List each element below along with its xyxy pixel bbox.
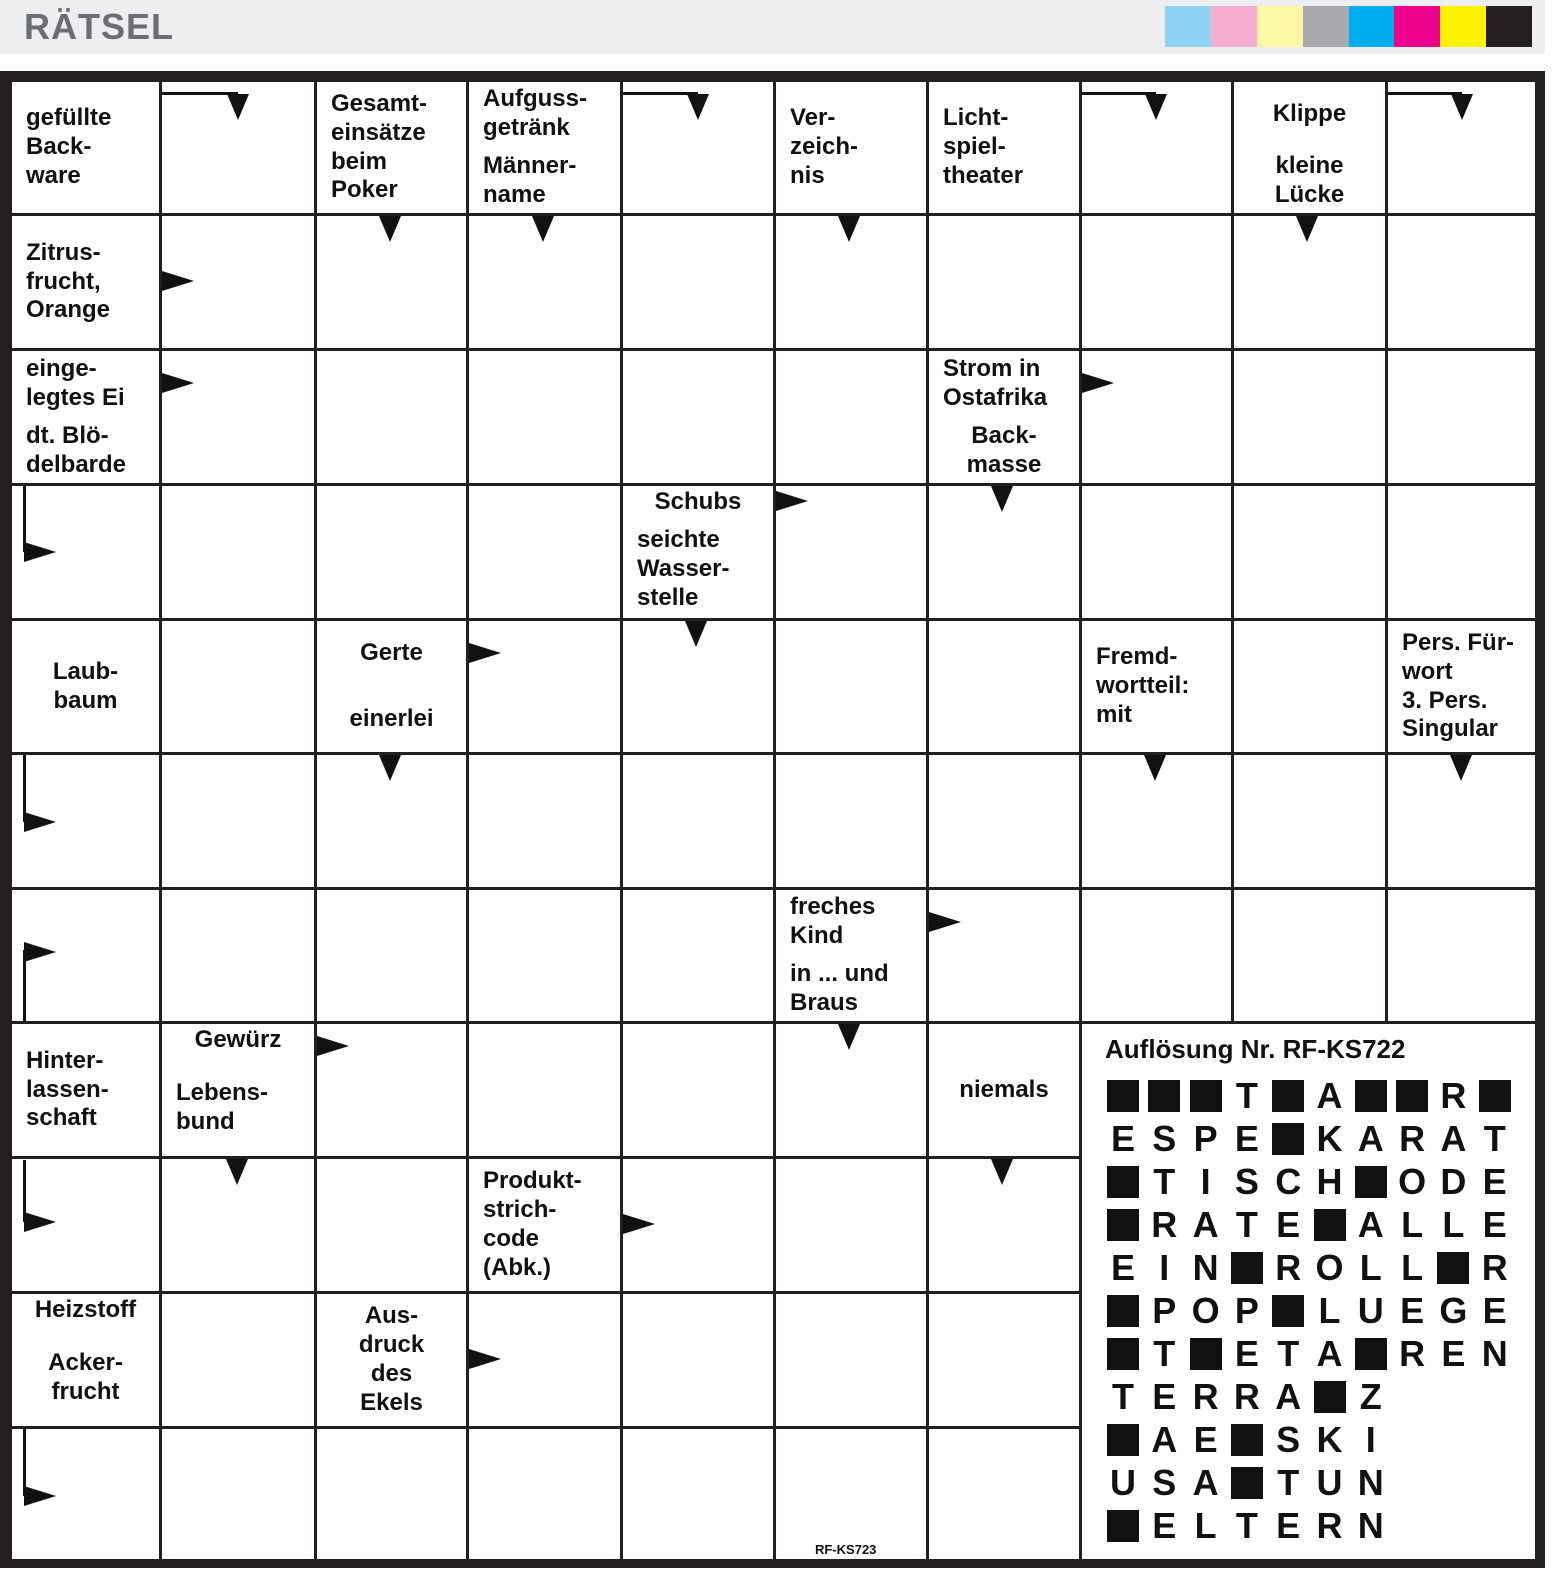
solution-letter: E: [1234, 1118, 1259, 1159]
clue-cell: Gesamt- einsätze beim Poker: [317, 82, 466, 213]
grid-cell[interactable]: [929, 890, 1079, 1021]
solution-letter: T: [1153, 1333, 1176, 1374]
clue-cell: Ver- zeich- nis: [776, 82, 926, 213]
grid-cell[interactable]: [929, 621, 1079, 752]
arrow-right-icon: [162, 373, 194, 393]
solution-title: Auflösung Nr. RF-KS722: [1105, 1034, 1406, 1064]
solution-block: [1107, 1166, 1139, 1198]
solution-letter: E: [1193, 1419, 1218, 1460]
solution-letter: E: [1110, 1118, 1135, 1159]
solution-letter: U: [1110, 1462, 1136, 1503]
solution-letter: L: [1401, 1247, 1424, 1288]
solution-letter: E: [1234, 1333, 1259, 1374]
grid-cell[interactable]: [623, 1294, 773, 1426]
color-swatch: [1257, 6, 1303, 47]
solution-letter: I: [1159, 1247, 1170, 1288]
arrow-down-icon: [838, 216, 860, 242]
arrow-down-icon: [991, 486, 1013, 512]
solution-block: [1272, 1080, 1304, 1112]
grid-cell[interactable]: [1082, 890, 1231, 1021]
grid-cell[interactable]: [1082, 486, 1231, 618]
grid-cell[interactable]: [162, 351, 314, 483]
grid-cell[interactable]: [469, 1024, 620, 1156]
solution-letter: T: [1235, 1505, 1258, 1546]
arrow-right-icon: [1082, 373, 1114, 393]
grid-cell[interactable]: [776, 755, 926, 887]
solution-letter: A: [1192, 1462, 1219, 1503]
solution-letter: P: [1234, 1290, 1259, 1331]
solution-block: [1190, 1338, 1222, 1370]
solution-letter: L: [1318, 1290, 1341, 1331]
clue-cell: niemals: [929, 1024, 1079, 1156]
solution-letter: E: [1400, 1290, 1425, 1331]
clue-cell: Klippe: [1234, 82, 1385, 146]
clue-cell: Acker- frucht: [12, 1329, 159, 1426]
solution-letter: A: [1151, 1419, 1178, 1460]
print-color-bar: [1165, 6, 1532, 47]
solution-letter: L: [1401, 1204, 1424, 1245]
solution-letter: T: [1153, 1161, 1176, 1202]
solution-block: [1437, 1252, 1469, 1284]
clue-cell: Männer- name: [469, 148, 620, 213]
grid-cell[interactable]: [1082, 351, 1231, 483]
clue-cell: Strom in Ostafrika: [929, 351, 1079, 416]
grid-cell[interactable]: [1388, 216, 1535, 348]
arrow-right-icon: [317, 1036, 349, 1056]
color-swatch: [1303, 6, 1349, 47]
arrow-down-icon: [685, 621, 707, 647]
puzzle-code: RF-KS723: [815, 1542, 877, 1557]
solution-letter: S: [1276, 1419, 1301, 1460]
solution-letter: E: [1152, 1376, 1177, 1417]
solution-letter: D: [1440, 1161, 1467, 1202]
grid-cell[interactable]: [317, 486, 466, 618]
solution-block: [1107, 1424, 1139, 1456]
grid-cell[interactable]: [776, 621, 926, 752]
solution-block: [1231, 1424, 1263, 1456]
grid-cell[interactable]: [1234, 890, 1385, 1021]
clue-cell: Zitrus- frucht, Orange: [12, 216, 159, 348]
solution-letter: A: [1316, 1333, 1343, 1374]
arrow-down-icon: [532, 216, 554, 242]
solution-letter: U: [1357, 1290, 1384, 1331]
solution-letter: N: [1192, 1247, 1219, 1288]
arrow-down-icon: [1451, 94, 1473, 120]
solution-block: [1107, 1295, 1139, 1327]
grid-cell[interactable]: [162, 621, 314, 752]
grid-cell[interactable]: [776, 351, 926, 483]
solution-block: [1190, 1080, 1222, 1112]
solution-letter: L: [1194, 1505, 1217, 1546]
color-swatch: [1440, 6, 1486, 47]
grid-cell[interactable]: [929, 755, 1079, 887]
solution-letter: R: [1440, 1075, 1467, 1116]
grid-cell[interactable]: [776, 1429, 926, 1559]
solution-block: [1479, 1080, 1511, 1112]
grid-cell[interactable]: [1388, 351, 1535, 483]
solution-block: [1314, 1209, 1346, 1241]
solution-block: [1107, 1209, 1139, 1241]
color-swatch: [1349, 6, 1395, 47]
arrow-down-icon: [1450, 755, 1472, 781]
grid-cell[interactable]: [162, 1429, 314, 1559]
grid-cell[interactable]: [469, 621, 620, 752]
grid-cell[interactable]: [317, 1159, 466, 1291]
solution-letter: R: [1316, 1505, 1343, 1546]
color-swatch: [1165, 6, 1211, 47]
solution-letter: N: [1481, 1333, 1508, 1374]
arrow-down-icon: [226, 1159, 248, 1185]
arrow-right-icon: [24, 942, 56, 962]
solution-letter: T: [1483, 1118, 1506, 1159]
grid-cell[interactable]: [623, 1024, 773, 1156]
solution-letter: I: [1365, 1419, 1376, 1460]
solution-letter: O: [1191, 1290, 1220, 1331]
solution-block: [1355, 1338, 1387, 1370]
arrow-down-icon: [379, 216, 401, 242]
solution-letter: S: [1152, 1118, 1177, 1159]
solution-letter: L: [1442, 1204, 1465, 1245]
arrow-right-icon: [24, 1486, 56, 1506]
solution-letter: E: [1441, 1333, 1466, 1374]
solution-letter: E: [1276, 1505, 1301, 1546]
clue-cell: Gerte: [317, 621, 466, 685]
solution-block: [1231, 1467, 1263, 1499]
color-swatch: [1394, 6, 1440, 47]
arrow-down-icon: [227, 94, 249, 120]
arrow-down-icon: [991, 1159, 1013, 1185]
solution-letter: O: [1398, 1161, 1427, 1202]
solution-letter: P: [1193, 1118, 1218, 1159]
grid-cell[interactable]: [1234, 755, 1385, 887]
arrow-down-icon: [838, 1024, 860, 1050]
clue-cell: Pers. Für- wort 3. Pers. Singular: [1388, 621, 1535, 752]
solution-letter: E: [1152, 1505, 1177, 1546]
solution-letter: K: [1316, 1118, 1343, 1159]
solution-letter: N: [1357, 1505, 1384, 1546]
clue-cell: Produkt- strich- code (Abk.): [469, 1159, 620, 1291]
arrow-right-icon: [162, 271, 194, 291]
clue-cell: Fremd- wortteil: mit: [1082, 621, 1231, 752]
grid-cell[interactable]: [1388, 486, 1535, 618]
arrow-down-icon: [1144, 755, 1166, 781]
grid-cell[interactable]: [1234, 486, 1385, 618]
grid-cell[interactable]: [469, 486, 620, 618]
grid-cell[interactable]: [469, 351, 620, 483]
solution-letter: L: [1359, 1247, 1382, 1288]
grid-cell[interactable]: [929, 1429, 1079, 1559]
solution-block: [1231, 1252, 1263, 1284]
header-bar: [0, 0, 1545, 54]
grid-cell[interactable]: [1234, 621, 1385, 752]
clue-cell: einge- legtes Ei: [12, 351, 159, 416]
solution-letter: T: [1277, 1462, 1300, 1503]
clue-cell: dt. Blö- delbarde: [12, 418, 159, 483]
solution-letter: R: [1233, 1376, 1260, 1417]
solution-letter: A: [1275, 1376, 1302, 1417]
arrow-right-icon: [24, 542, 56, 562]
solution-letter: I: [1200, 1161, 1211, 1202]
grid-cell[interactable]: [623, 755, 773, 887]
solution-letter: E: [1482, 1161, 1507, 1202]
solution-letter: T: [1235, 1204, 1258, 1245]
grid-cell[interactable]: [623, 351, 773, 483]
solution-letter: G: [1439, 1290, 1468, 1331]
grid-cell[interactable]: [776, 1159, 926, 1291]
solution-letter: A: [1357, 1118, 1384, 1159]
solution-letter: A: [1316, 1075, 1343, 1116]
color-swatch: [1211, 6, 1257, 47]
grid-cell[interactable]: [776, 1294, 926, 1426]
color-swatch: [1486, 6, 1532, 47]
grid-cell[interactable]: [1082, 216, 1231, 348]
solution-letter: H: [1316, 1161, 1343, 1202]
solution-letter: T: [1277, 1333, 1300, 1374]
arrow-down-icon: [379, 755, 401, 781]
grid-cell[interactable]: [929, 216, 1079, 348]
clue-cell: Schubs: [623, 486, 773, 518]
solution-letter: E: [1482, 1290, 1507, 1331]
solution-letter: S: [1152, 1462, 1177, 1503]
solution-letter: R: [1481, 1247, 1508, 1288]
clue-cell: Aufguss- getränk: [469, 82, 620, 146]
solution-letter: C: [1275, 1161, 1302, 1202]
solution-block: [1107, 1080, 1139, 1112]
arrow-right-icon: [469, 1349, 501, 1369]
solution-letter: S: [1234, 1161, 1259, 1202]
clue-cell: kleine Lücke: [1234, 148, 1385, 213]
clue-cell: in ... und Braus: [776, 956, 926, 1021]
solution-letter: R: [1399, 1118, 1426, 1159]
solution-block: [1272, 1295, 1304, 1327]
grid-cell[interactable]: [929, 1294, 1079, 1426]
solution-letter: A: [1192, 1204, 1219, 1245]
grid-cell[interactable]: [162, 486, 314, 618]
grid-cell[interactable]: [162, 755, 314, 887]
solution-letter: E: [1276, 1204, 1301, 1245]
solution-block: [1148, 1080, 1180, 1112]
clue-cell: seichte Wasser- stelle: [623, 521, 773, 618]
clue-cell: Laub- baum: [12, 621, 159, 752]
grid-cell[interactable]: [469, 890, 620, 1021]
clue-cell: Lebens- bund: [162, 1059, 314, 1156]
page-title: RÄTSEL: [24, 6, 174, 47]
grid-cell[interactable]: [317, 1429, 466, 1559]
solution-letter: T: [1112, 1376, 1134, 1417]
solution-block: [1396, 1080, 1428, 1112]
solution-letter: T: [1235, 1075, 1258, 1116]
solution-block: [1107, 1338, 1139, 1370]
solution-letter: R: [1192, 1376, 1219, 1417]
clue-cell: Heizstoff: [12, 1294, 159, 1326]
grid-cell[interactable]: [469, 755, 620, 887]
solution-letter: E: [1110, 1247, 1135, 1288]
grid-cell[interactable]: [162, 890, 314, 1021]
grid-cell[interactable]: [1234, 351, 1385, 483]
solution-letter: A: [1440, 1118, 1467, 1159]
grid-cell[interactable]: [469, 1429, 620, 1559]
arrow-right-icon: [24, 1212, 56, 1232]
solution-letter: N: [1357, 1462, 1384, 1503]
solution-letter: O: [1315, 1247, 1344, 1288]
clue-cell: Back- masse: [929, 418, 1079, 483]
grid-cell[interactable]: [623, 890, 773, 1021]
solution-letter: P: [1152, 1290, 1177, 1331]
arrow-down-icon: [1145, 94, 1167, 120]
grid-cell[interactable]: [623, 1429, 773, 1559]
solution-letter: Z: [1359, 1376, 1382, 1417]
clue-cell: Licht- spiel- theater: [929, 82, 1079, 213]
solution-block: [1355, 1166, 1387, 1198]
clue-cell: gefüllte Back- ware: [12, 82, 159, 213]
solution-letter: R: [1399, 1333, 1426, 1374]
arrow-right-icon: [776, 491, 808, 511]
solution-letter: R: [1151, 1204, 1178, 1245]
solution-block: [1314, 1381, 1346, 1413]
arrow-right-icon: [929, 912, 961, 932]
grid-cell[interactable]: [317, 351, 466, 483]
grid-cell[interactable]: [1388, 890, 1535, 1021]
arrow-right-icon: [469, 643, 501, 663]
grid-cell[interactable]: [162, 1294, 314, 1426]
arrow-right-icon: [24, 812, 56, 832]
solution-letter: K: [1316, 1419, 1343, 1460]
solution-letter: R: [1275, 1247, 1302, 1288]
solution-letter: A: [1357, 1204, 1384, 1245]
solution-block: [1272, 1123, 1304, 1155]
solution-letter: E: [1482, 1204, 1507, 1245]
solution-block: [1107, 1510, 1139, 1542]
clue-cell: einerlei: [317, 687, 466, 752]
solution-letter: U: [1316, 1462, 1343, 1503]
solution-block: [1355, 1080, 1387, 1112]
arrow-down-icon: [1296, 216, 1318, 242]
clue-cell: Aus- druck des Ekels: [317, 1294, 466, 1426]
grid-cell[interactable]: [317, 890, 466, 1021]
clue-cell: Gewürz: [162, 1024, 314, 1056]
grid-cell[interactable]: [623, 216, 773, 348]
clue-cell: Hinter- lassen- schaft: [12, 1024, 159, 1156]
arrow-right-icon: [623, 1214, 655, 1234]
arrow-down-icon: [687, 94, 709, 120]
clue-cell: freches Kind: [776, 890, 926, 954]
